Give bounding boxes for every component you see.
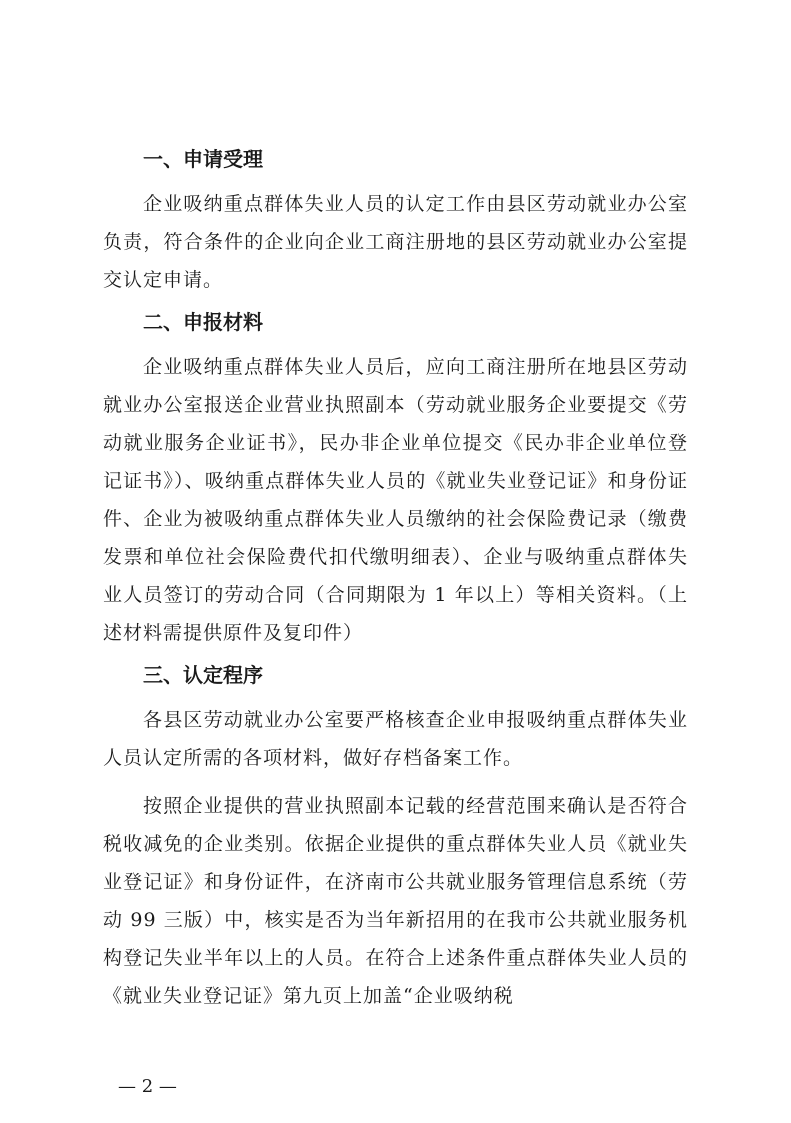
- paragraph-materials: 企业吸纳重点群体失业人员后，应向工商注册所在地县区劳动就业办公室报送企业营业执照副本（劳动就业服务企业要提交《劳动就业服务企业证书》，民办非企业单位提交《民办非企业单位登记证书》）、吸纳重点群体失业人员的《就业失业登记证》和身份证件、企业为被吸纳重点群体失业人员缴纳的社会保险费记录（缴费发票和单位社会保险费代扣代缴明细表）、企业与吸纳重点群体失业人员签订的劳动合同（合同期限为 1 年以上）等相关资料。（上述材料需提供原件及复印件）: [103, 356, 688, 644]
- section-heading-materials: 二、申报材料: [143, 310, 263, 334]
- section-heading-procedure: 三、认定程序: [143, 663, 263, 687]
- section-heading-application: 一、申请受理: [143, 147, 263, 171]
- paragraph-procedure-2: 按照企业提供的营业执照副本记载的经营范围来确认是否符合税收减免的企业类别。依据企业提供的重点群体失业人员《就业失业登记证》和身份证件，在济南市公共就业服务管理信息系统（劳动 99 三版）中，核实是否为当年新招用的在我市公共就业服务机构登记失业半年以上的人员。在符合上述条件重点群体失业人员的《就业失业登记证》第九页上加盖“企业吸纳税: [103, 795, 688, 1007]
- page-number: — 2 —: [118, 1076, 177, 1097]
- paragraph-procedure-1: 各县区劳动就业办公室要严格核查企业申报吸纳重点群体失业人员认定所需的各项材料，做好存档备案工作。: [103, 709, 688, 769]
- document-body: [103, 146, 688, 1025]
- paragraph-application: 企业吸纳重点群体失业人员的认定工作由县区劳动就业办公室负责，符合条件的企业向企业工商注册地的县区劳动就业办公室提交认定申请。: [103, 193, 688, 291]
